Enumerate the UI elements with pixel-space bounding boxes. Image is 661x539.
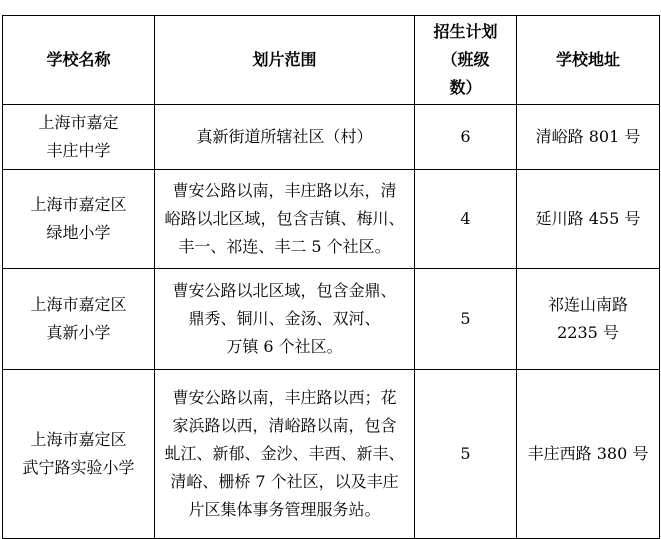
school-name-line: 绿地小学	[46, 223, 111, 242]
class-count-cell: 5	[415, 269, 517, 370]
address-line: 丰庄西路 380 号	[527, 444, 649, 463]
area-line: 峪路以北区域，包含吉镇、梅川、	[164, 209, 405, 228]
area-line: 真新街道所辖社区（村）	[196, 127, 373, 146]
school-name-cell	[3, 370, 155, 539]
header-school-name: 学校名称	[3, 16, 155, 105]
class-count-cell: 4	[415, 170, 517, 269]
area-line: 万镇 6 个社区。	[226, 337, 343, 356]
header-plan	[415, 16, 517, 105]
school-name-line: 上海市嘉定区	[30, 430, 127, 449]
header-plan-line: 数）	[449, 78, 482, 97]
address-line: 祁连山南路	[547, 295, 628, 314]
table-row	[3, 170, 660, 269]
area-line: 片区集体事务管理服务站。	[188, 500, 381, 519]
header-plan-line: （班级	[441, 50, 490, 69]
address-line: 2235 号	[557, 323, 619, 342]
school-name-line: 上海市嘉定区	[30, 195, 127, 214]
address-line: 延川路 455 号	[535, 209, 641, 228]
enrollment-table	[2, 15, 660, 539]
header-plan-line: 招生计划	[433, 22, 498, 41]
address-cell	[517, 269, 660, 370]
school-name-line: 上海市嘉定	[38, 113, 119, 132]
area-line: 虬江、新郁、金沙、丰西、新丰、	[164, 444, 405, 463]
area-line: 丰一、祁连、丰二 5 个社区。	[178, 237, 391, 256]
area-line: 曹安公路以南，丰庄路以东，清	[172, 181, 397, 200]
class-count-cell: 5	[415, 370, 517, 539]
table-row	[3, 105, 660, 170]
area-cell	[155, 269, 415, 370]
area-line: 清峪、栅桥 7 个社区，以及丰庄	[170, 472, 399, 491]
address-line: 清峪路 801 号	[535, 127, 641, 146]
area-line: 家浜路以西，清峪路以南，包含	[172, 416, 397, 435]
area-cell	[155, 105, 415, 170]
school-name-line: 上海市嘉定区	[30, 295, 127, 314]
header-area: 划片范围	[155, 16, 415, 105]
table-row	[3, 269, 660, 370]
class-count-cell: 6	[415, 105, 517, 170]
area-cell	[155, 370, 415, 539]
address-cell	[517, 370, 660, 539]
address-cell	[517, 170, 660, 269]
school-name-cell	[3, 105, 155, 170]
header-address: 学校地址	[517, 16, 660, 105]
area-line: 曹安公路以北区域，包含金鼎、	[172, 281, 397, 300]
area-line: 曹安公路以南，丰庄路以西；花	[172, 388, 397, 407]
school-name-line: 丰庄中学	[46, 141, 111, 160]
school-name-cell	[3, 170, 155, 269]
area-cell	[155, 170, 415, 269]
area-line: 鼎秀、铜川、金汤、双河、	[188, 309, 381, 328]
address-cell	[517, 105, 660, 170]
school-name-line: 武宁路实验小学	[22, 458, 135, 477]
school-name-cell	[3, 269, 155, 370]
school-name-line: 真新小学	[46, 323, 111, 342]
table-row	[3, 370, 660, 539]
table-header-row	[3, 16, 660, 105]
